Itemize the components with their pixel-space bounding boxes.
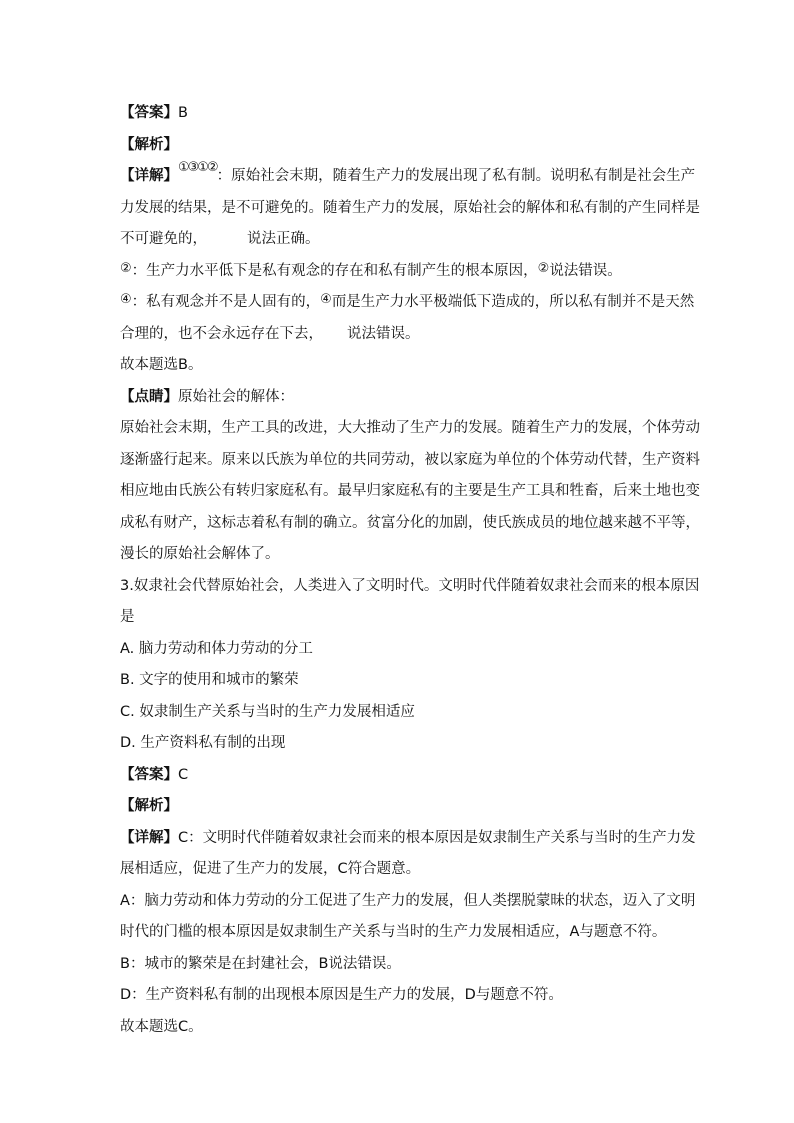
circled-number-marks: ①③①② (178, 160, 217, 175)
point-2-text: ：生产力水平低下是私有观念的存在和私有制产生的根本原因， (131, 262, 538, 279)
point-4-line-2-end: 说法错误。 (347, 325, 420, 342)
document-body (120, 98, 700, 1043)
conclusion-q2: 故本题选B。 (120, 357, 203, 373)
analysis-label: 【解析】 (120, 798, 178, 814)
question-3-stem-2: 是 (120, 609, 135, 625)
circled-2-mark: ② (120, 260, 132, 276)
q3-b-line: B：城市的繁荣是在封建社会，B说法错误。 (120, 955, 401, 972)
point-4-line-1 (120, 287, 695, 319)
note-line: 逐渐盛行起来。原来以氏族为单位的共同劳动，被以家庭为单位的个体劳动代替，生产资料 (120, 451, 700, 468)
note-line: 成私有财产，这标志着私有制的确立。贫富分化的加剧，使氏族成员的地位越来越不平等， (120, 514, 700, 531)
note-line: 原始社会末期，生产工具的改进，大大推动了生产力的发展。随着生产力的发展，个体劳动 (120, 420, 700, 436)
note-label: 【点睛】 (120, 388, 178, 405)
detail-line-2: 力发展的结果，是不可避免的。随着生产力的发展，原始社会的解体和私有制的产生同样是 (120, 199, 700, 216)
detail-text: ：原始社会末期，随着生产力的发展出现了私有制。说明私有制是社会生产 (216, 168, 696, 184)
q3-d-line: D：生产资料私有制的出现根本原因是生产力的发展，D与题意不符。 (120, 987, 563, 1003)
detail-label: 【详解】 (120, 829, 178, 846)
detail-line-3-text: 不可避免的， (120, 231, 207, 247)
detail-line-3 (120, 224, 680, 256)
q3-a-line-2: 时代的门槛的根本原因是奴隶制生产关系与当时的生产力发展相适应，A与题意不符。 (120, 924, 667, 940)
option-c: C. 奴隶制生产关系与当时的生产力发展相适应 (120, 703, 415, 720)
circled-4-mark-inline: ④ (320, 292, 332, 307)
point-4-line-2 (120, 319, 680, 351)
point-4-text: ：私有观念并不是人固有的， (131, 294, 321, 310)
analysis-label: 【解析】 (120, 136, 178, 153)
conclusion-q3: 故本题选C。 (120, 1018, 203, 1035)
question-3-stem-1: 3.奴隶社会代替原始社会，人类进入了文明时代。文明时代伴随着奴隶社会而来的根本原因 (120, 577, 700, 594)
answer-line-q2 (120, 98, 680, 130)
answer-value: C (178, 766, 189, 783)
detail-label: 【详解】 (120, 168, 178, 184)
note-heading (120, 382, 680, 414)
answer-label: 【答案】 (120, 766, 178, 783)
circled-4-mark: ④ (120, 292, 132, 307)
point-2-end: 说法错误。 (549, 262, 622, 279)
point-4-line-2-text: 合理的，也不会永远存在下去， (120, 325, 323, 342)
detail-line-1 (120, 160, 696, 193)
answer-label: 【答案】 (120, 105, 178, 121)
circled-2-mark-inline: ② (537, 260, 550, 276)
option-d: D. 生产资料私有制的出现 (120, 735, 286, 751)
q3-detail-line-1 (120, 823, 696, 855)
q3-a-line-1: A：脑力劳动和体力劳动的分工促进了生产力的发展，但人类摆脱蒙昧的状态，迈入了文明 (120, 892, 696, 909)
point-2-line (120, 256, 680, 288)
option-b: B. 文字的使用和城市的繁荣 (120, 672, 299, 688)
q3-detail-line-2: 展相适应，促进了生产力的发展，C符合题意。 (120, 861, 421, 877)
detail-line-3-end: 说法正确。 (247, 231, 320, 247)
note-line: 相应地由氏族公有转归家庭私有。最早归家庭私有的主要是生产工具和牲畜，后来土地也变 (120, 483, 700, 499)
detail-text: C：文明时代伴随着奴隶社会而来的根本原因是奴隶制生产关系与当时的生产力发 (178, 829, 696, 846)
answer-value: B (178, 105, 188, 121)
option-a: A. 脑力劳动和体力劳动的分工 (120, 640, 313, 657)
note-line: 漫长的原始社会解体了。 (120, 546, 280, 562)
answer-line-q3 (120, 760, 680, 792)
note-title: 原始社会的解体： (178, 388, 294, 405)
point-4-text-2: 而是生产力水平极端低下造成的，所以私有制并不是天然 (331, 294, 695, 310)
